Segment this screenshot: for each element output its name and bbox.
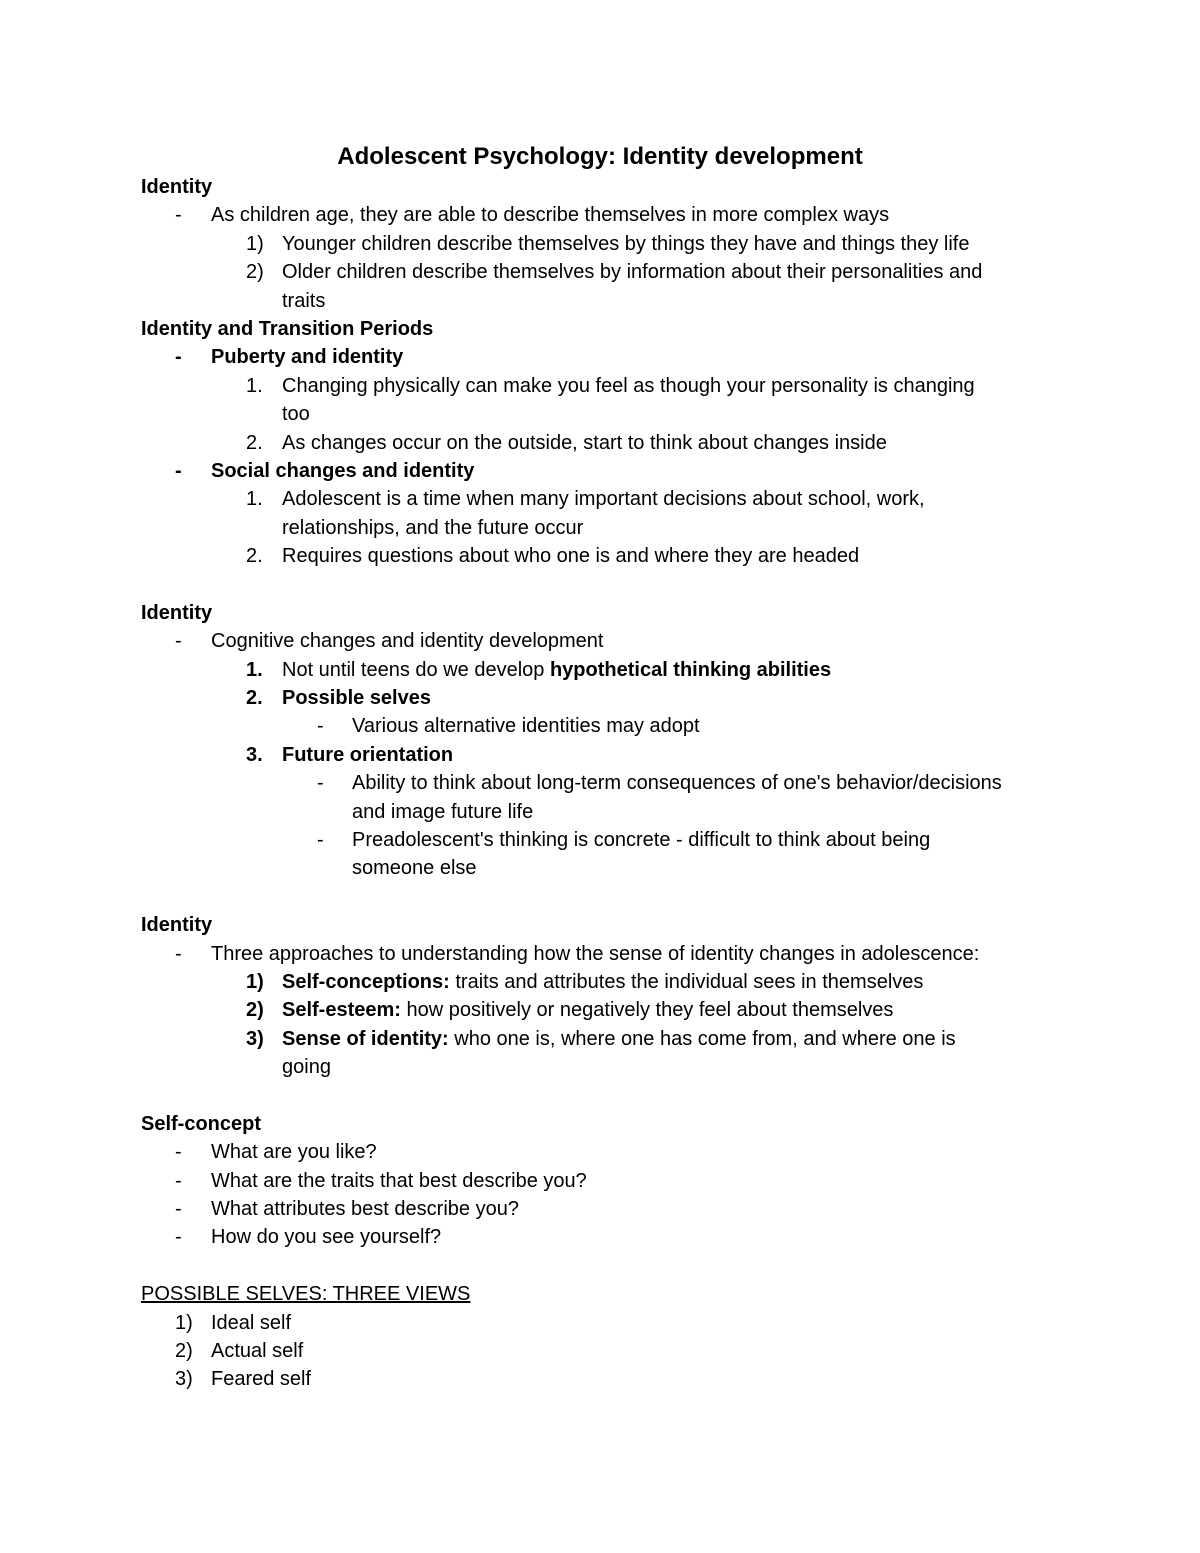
dash-marker: - — [317, 715, 324, 738]
dash-marker: - — [175, 1226, 182, 1249]
bullet-item: - What are you like? — [141, 1138, 1071, 1166]
dash-marker: - — [175, 1198, 182, 1221]
numbered-item: 2) Self-esteem: how positively or negatively they feel about themselves — [141, 996, 1071, 1024]
list-marker: 1) — [175, 1311, 193, 1334]
dash-marker: - — [175, 630, 182, 653]
bullet-item-continuation: someone else — [352, 857, 477, 880]
list-marker: 1) — [246, 232, 264, 255]
bullet-item: - Ability to think about long-term consequences of one's behavior/decisions — [141, 769, 1071, 797]
dash-marker: - — [175, 346, 182, 369]
document-title: Adolescent Psychology: Identity development — [337, 143, 863, 170]
spacer — [141, 1252, 1071, 1280]
numbered-item-continuation: relationships, and the future occur — [282, 516, 584, 539]
bullet-item: - Preadolescent's thinking is concrete - difficult to think about being — [141, 826, 1071, 854]
bullet-item: - How do you see yourself? — [141, 1223, 1071, 1251]
section-heading: Identity — [141, 914, 213, 937]
section-heading-underlined: POSSIBLE SELVES: THREE VIEWS — [141, 1283, 471, 1306]
list-marker: 1. — [246, 374, 263, 397]
spacer — [141, 570, 1071, 598]
numbered-item: 2) Older children describe themselves by information about their personalities and — [141, 258, 1071, 286]
spacer — [141, 883, 1071, 911]
numbered-item: 2. As changes occur on the outside, start to think about changes inside — [141, 429, 1071, 457]
numbered-item: 1. Adolescent is a time when many important decisions about school, work, — [141, 485, 1071, 513]
numbered-item: 1) Younger children describe themselves by things they have and things they life — [141, 230, 1071, 258]
numbered-item: 1. Changing physically can make you feel as though your personality is changing — [141, 372, 1071, 400]
dash-marker: - — [175, 1169, 182, 1192]
numbered-item-continuation: traits — [282, 289, 326, 312]
bullet-item: - Puberty and identity — [141, 343, 1071, 371]
dash-marker: - — [175, 1141, 182, 1164]
numbered-item: 3. Future orientation — [141, 741, 1071, 769]
dash-marker: - — [317, 772, 324, 795]
numbered-item: 3) Feared self — [141, 1365, 1071, 1393]
list-marker: 1) — [246, 970, 264, 993]
numbered-item: 3) Sense of identity: who one is, where one has come from, and where one is — [141, 1025, 1071, 1053]
bullet-item: - As children age, they are able to describe themselves in more complex ways — [141, 201, 1071, 229]
numbered-item: 1. Not until teens do we develop hypothetical thinking abilities — [141, 656, 1071, 684]
numbered-item: 1) Self-conceptions: traits and attributes the individual sees in themselves — [141, 968, 1071, 996]
section-heading: Identity — [141, 601, 213, 624]
bullet-item: - What attributes best describe you? — [141, 1195, 1071, 1223]
bullet-item: - Various alternative identities may adopt — [141, 712, 1071, 740]
dash-marker: - — [317, 828, 324, 851]
section-heading: Identity and Transition Periods — [141, 317, 434, 340]
list-marker: 1. — [246, 658, 263, 681]
list-marker: 2. — [246, 687, 263, 710]
numbered-item: 2. Possible selves — [141, 684, 1071, 712]
numbered-item-continuation: too — [282, 403, 310, 426]
spacer — [141, 1082, 1071, 1110]
bold-term: Self-esteem: — [282, 999, 401, 1022]
section-heading: Identity — [141, 176, 213, 198]
bullet-item: - Cognitive changes and identity development — [141, 627, 1071, 655]
bullet-item: - Three approaches to understanding how the sense of identity changes in adolescence: — [141, 940, 1071, 968]
numbered-item: 2) Actual self — [141, 1337, 1071, 1365]
bold-term: hypothetical thinking abilities — [549, 658, 832, 681]
list-marker: 2) — [246, 261, 264, 284]
bullet-item-continuation: and image future life — [352, 800, 534, 823]
dash-marker: - — [175, 459, 182, 482]
dash-marker: - — [175, 204, 182, 227]
bullet-item: - What are the traits that best describe you? — [141, 1167, 1071, 1195]
bold-term: Sense of identity: — [282, 1027, 449, 1050]
dash-marker: - — [175, 942, 182, 965]
list-marker: 2) — [246, 999, 264, 1022]
list-marker: 3. — [246, 743, 263, 766]
list-marker: 2. — [246, 431, 263, 454]
numbered-item-continuation: going — [282, 1056, 331, 1079]
list-marker: 2. — [246, 545, 263, 568]
numbered-item: 1) Ideal self — [141, 1309, 1071, 1337]
bullet-item: - Social changes and identity — [141, 457, 1071, 485]
numbered-item: 2. Requires questions about who one is and where they are headed — [141, 542, 1071, 570]
list-marker: 1. — [246, 488, 263, 511]
list-marker: 2) — [175, 1340, 193, 1363]
list-marker: 3) — [175, 1368, 193, 1391]
list-marker: 3) — [246, 1027, 264, 1050]
document-body — [141, 173, 1071, 1394]
section-heading: Self-concept — [141, 1112, 262, 1135]
bold-term: Self-conceptions: — [282, 970, 450, 993]
